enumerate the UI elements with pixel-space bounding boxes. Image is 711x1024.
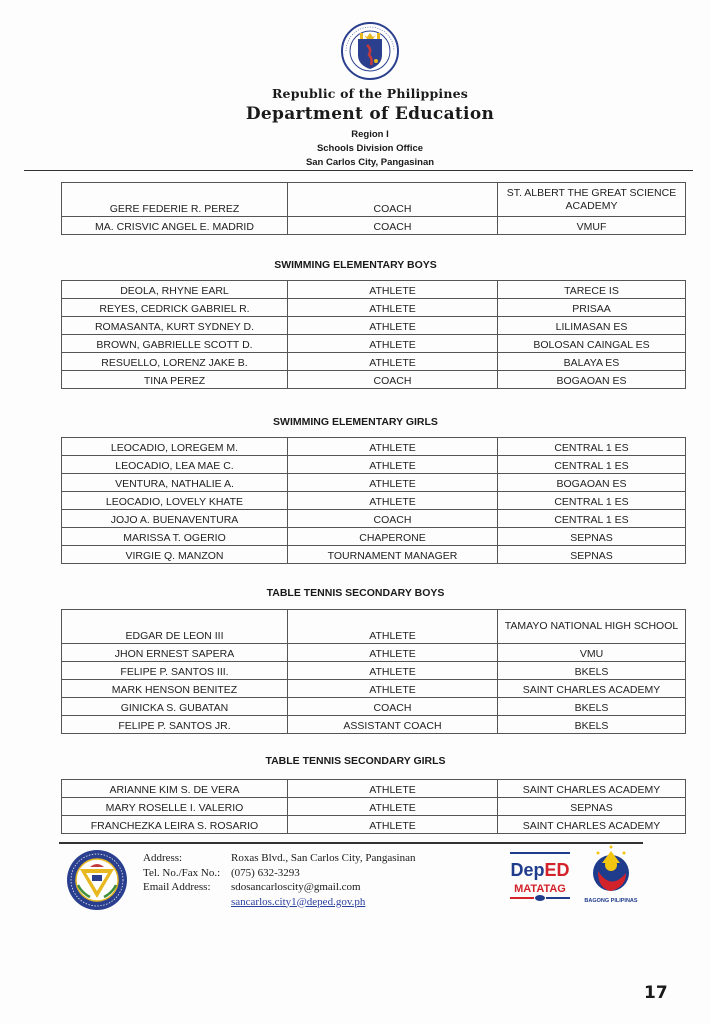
table-row: [62, 816, 686, 834]
table-row: [62, 610, 686, 644]
name-cell: FELIPE P. SANTOS JR.: [62, 716, 288, 734]
school-cell: CENTRAL 1 ES: [498, 456, 686, 474]
name-cell: MARISSA T. OGERIO: [62, 528, 288, 546]
role-cell: ATHLETE: [288, 299, 498, 317]
school-cell: LILIMASAN ES: [498, 317, 686, 335]
table-row: [62, 474, 686, 492]
table-row: [62, 680, 686, 698]
svg-text:MATATAG: MATATAG: [514, 883, 566, 895]
name-cell: ARIANNE KIM S. DE VERA: [62, 780, 288, 798]
tel-value: (075) 632-3293: [231, 866, 300, 879]
table-row: [62, 299, 686, 317]
name-cell: FRANCHEZKA LEIRA S. ROSARIO: [62, 816, 288, 834]
table-row: [62, 456, 686, 474]
table-row: [62, 798, 686, 816]
page-number: 17: [644, 983, 668, 1003]
city-label: San Carlos City, Pangasinan: [305, 157, 435, 168]
name-cell: GINICKA S. GUBATAN: [62, 698, 288, 716]
tel-label: Tel. No./Fax No.:: [143, 866, 221, 879]
school-cell: TARECE IS: [498, 281, 686, 299]
role-cell: ATHLETE: [288, 780, 498, 798]
school-cell: SAINT CHARLES ACADEMY: [498, 680, 686, 698]
section-title-swimming-elementary-boys: SWIMMING ELEMENTARY BOYS: [274, 259, 437, 271]
table-row: [62, 662, 686, 680]
deped-matatag-logo: [508, 846, 572, 908]
school-cell: SEPNAS: [498, 546, 686, 564]
school-cell: SEPNAS: [498, 528, 686, 546]
name-cell: MARY ROSELLE I. VALERIO: [62, 798, 288, 816]
table-row: [62, 644, 686, 662]
role-cell: ATHLETE: [288, 610, 498, 644]
role-cell: COACH: [288, 217, 498, 235]
name-cell: LEOCADIO, LOREGEM M.: [62, 438, 288, 456]
contact-values: [231, 851, 415, 909]
address-label: Address:: [143, 852, 183, 864]
swimming-elementary-boys-table: [61, 280, 686, 389]
table-row: [62, 528, 686, 546]
role-cell: TOURNAMENT MANAGER: [288, 546, 498, 564]
school-cell: VMUF: [498, 217, 686, 235]
email-link-deped[interactable]: sancarlos.city1@deped.gov.ph: [231, 895, 366, 908]
address-value: Roxas Blvd., San Carlos City, Pangasinan: [231, 852, 416, 864]
table-row: [62, 281, 686, 299]
name-cell: TINA PEREZ: [62, 371, 288, 389]
table-row: [62, 317, 686, 335]
name-cell: LEOCADIO, LOVELY KHATE: [62, 492, 288, 510]
role-cell: ATHLETE: [288, 492, 498, 510]
role-cell: ATHLETE: [288, 816, 498, 834]
school-cell: SEPNAS: [498, 798, 686, 816]
school-cell: VMU: [498, 644, 686, 662]
table-row: [62, 492, 686, 510]
role-cell: COACH: [288, 698, 498, 716]
table-row: [62, 183, 686, 217]
role-cell: ATHLETE: [288, 281, 498, 299]
svg-text:BAGONG PILIPINAS: BAGONG PILIPINAS: [584, 898, 638, 904]
name-cell: LEOCADIO, LEA MAE C.: [62, 456, 288, 474]
role-cell: COACH: [288, 371, 498, 389]
table-row: [62, 371, 686, 389]
svg-text:DepED: DepED: [510, 860, 570, 880]
table-row: [62, 438, 686, 456]
school-cell: CENTRAL 1 ES: [498, 510, 686, 528]
role-cell: COACH: [288, 183, 498, 217]
section-title-table-tennis-secondary-boys: TABLE TENNIS SECONDARY BOYS: [266, 587, 445, 599]
school-cell: BOGAOAN ES: [498, 371, 686, 389]
email-value-gmail: sdosancarloscity@gmail.com: [231, 881, 361, 893]
swimming-elementary-girls-table: [61, 437, 686, 564]
school-cell: SAINT CHARLES ACADEMY: [498, 780, 686, 798]
table-tennis-secondary-boys-table: [61, 609, 686, 734]
email-label: Email Address:: [143, 881, 211, 893]
section-title-table-tennis-secondary-girls: TABLE TENNIS SECONDARY GIRLS: [265, 755, 446, 767]
table-row: [62, 546, 686, 564]
school-cell: ST. ALBERT THE GREAT SCIENCE ACADEMY: [498, 183, 686, 217]
role-cell: ATHLETE: [288, 474, 498, 492]
republic-heading: Republic of the Philippines: [271, 86, 469, 101]
name-cell: FELIPE P. SANTOS III.: [62, 662, 288, 680]
name-cell: MA. CRISVIC ANGEL E. MADRID: [62, 217, 288, 235]
name-cell: VIRGIE Q. MANZON: [62, 546, 288, 564]
role-cell: ATHLETE: [288, 456, 498, 474]
role-cell: CHAPERONE: [288, 528, 498, 546]
table-tennis-secondary-girls-table: [61, 779, 686, 834]
school-cell: BKELS: [498, 716, 686, 734]
continued-roster-table: [61, 182, 686, 235]
name-cell: REYES, CEDRICK GABRIEL R.: [62, 299, 288, 317]
school-cell: BKELS: [498, 698, 686, 716]
table-row: [62, 698, 686, 716]
name-cell: EDGAR DE LEON III: [62, 610, 288, 644]
name-cell: BROWN, GABRIELLE SCOTT D.: [62, 335, 288, 353]
section-title-swimming-elementary-girls: SWIMMING ELEMENTARY GIRLS: [273, 416, 438, 428]
school-cell: SAINT CHARLES ACADEMY: [498, 816, 686, 834]
role-cell: ATHLETE: [288, 662, 498, 680]
name-cell: JHON ERNEST SAPERA: [62, 644, 288, 662]
name-cell: DEOLA, RHYNE EARL: [62, 281, 288, 299]
role-cell: ATHLETE: [288, 680, 498, 698]
school-cell: BKELS: [498, 662, 686, 680]
school-cell: TAMAYO NATIONAL HIGH SCHOOL: [498, 610, 686, 644]
name-cell: ROMASANTA, KURT SYDNEY D.: [62, 317, 288, 335]
role-cell: ATHLETE: [288, 798, 498, 816]
school-cell: BOGAOAN ES: [498, 474, 686, 492]
table-row: [62, 716, 686, 734]
contact-labels: [143, 851, 220, 895]
table-row: [62, 510, 686, 528]
school-cell: PRISAA: [498, 299, 686, 317]
name-cell: GERE FEDERIE R. PEREZ: [62, 183, 288, 217]
name-cell: JOJO A. BUENAVENTURA: [62, 510, 288, 528]
role-cell: ATHLETE: [288, 317, 498, 335]
role-cell: ATHLETE: [288, 644, 498, 662]
name-cell: VENTURA, NATHALIE A.: [62, 474, 288, 492]
school-cell: BALAYA ES: [498, 353, 686, 371]
role-cell: ATHLETE: [288, 438, 498, 456]
name-cell: RESUELLO, LORENZ JAKE B.: [62, 353, 288, 371]
role-cell: ATHLETE: [288, 353, 498, 371]
school-cell: BOLOSAN CAINGAL ES: [498, 335, 686, 353]
table-row: [62, 780, 686, 798]
footer-divider: [59, 842, 643, 844]
table-row: [62, 353, 686, 371]
school-cell: CENTRAL 1 ES: [498, 438, 686, 456]
role-cell: ASSISTANT COACH: [288, 716, 498, 734]
bagong-pilipinas-logo: [578, 843, 644, 905]
header-divider: [24, 170, 693, 171]
role-cell: COACH: [288, 510, 498, 528]
region-label: Region I: [351, 129, 389, 140]
deped-seal-logo: [337, 21, 403, 81]
department-heading: Department of Education: [245, 104, 495, 124]
table-row: [62, 335, 686, 353]
division-seal-logo: [66, 849, 128, 911]
name-cell: MARK HENSON BENITEZ: [62, 680, 288, 698]
role-cell: ATHLETE: [288, 335, 498, 353]
division-label: Schools Division Office: [316, 143, 424, 154]
table-row: [62, 217, 686, 235]
school-cell: CENTRAL 1 ES: [498, 492, 686, 510]
